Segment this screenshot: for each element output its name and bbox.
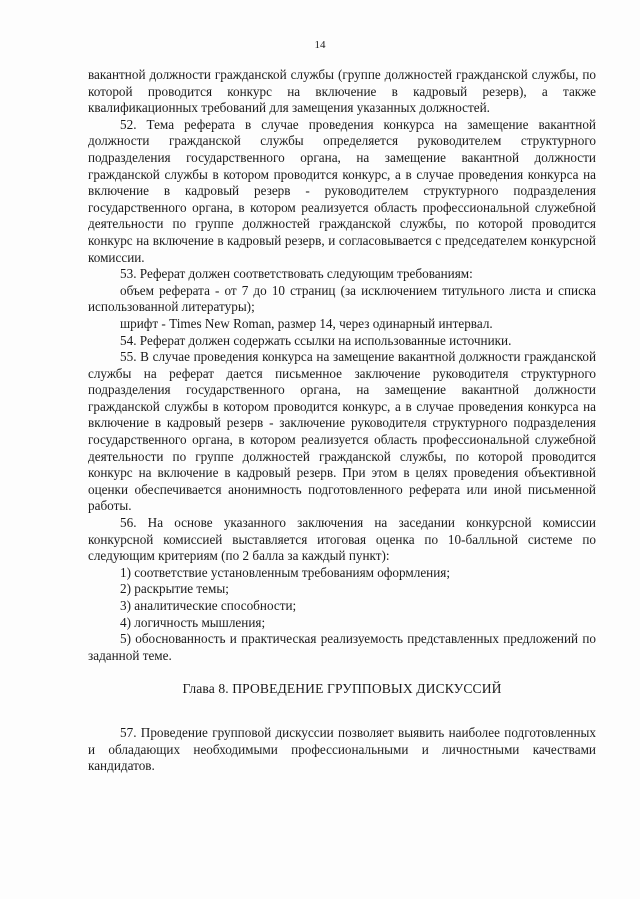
chapter-title: Глава 8. ПРОВЕДЕНИЕ ГРУППОВЫХ ДИСКУССИЙ: [182, 681, 502, 697]
criterion-3: 3) аналитические способности;: [120, 598, 297, 613]
criterion-1: 1) соответствие установленным требованиям оформления;: [120, 564, 451, 580]
paragraph-continuation: вакантной должности гражданской службы (группе должностей гражданской службы, по которой проводится конкурс на включение в кадровый резерв), а также квалификационных требований для замещения указанных должностей.: [88, 67, 596, 116]
paragraph-53: 53. Реферат должен соответствовать следующим требованиям:: [120, 266, 473, 282]
paragraph-52: 52. Тема реферата в случае проведения конкурса на замещение вакантной должности гражданской службы определяется руководителем структурного подразделения государственного органа, на замещение вакантной должности гражданской службы в котором проводится конкурс, а в случае проведения конкурса на включение в кадровый резерв - руководителем структурного подразделения государственного органа, в котором реализуется область профессиональной служебной деятельности по группе должностей гражданской службы, по которой проводится конкурс на включение в кадровый резерв, и согласовывается с председателем конкурсной комиссии.: [88, 116, 596, 265]
requirement-volume: объем реферата - от 7 до 10 страниц (за исключением титульного листа и списка использованной литературы);: [88, 282, 596, 315]
criterion-2: 2) раскрытие темы;: [120, 581, 229, 597]
criterion-5: 5) обоснованность и практическая реализуемость представленных предложений по заданной теме.: [88, 631, 596, 663]
paragraph-56: 56. На основе указанного заключения на заседании конкурсной комиссии конкурсной комиссией выставляется итоговая оценка по 10-балльной системе по следующим критериям (по 2 балла за каждый пункт):: [88, 515, 596, 564]
paragraph-54: 54. Реферат должен содержать ссылки на использованные источники.: [120, 332, 512, 348]
page-number: 14: [314, 39, 326, 51]
paragraph-57: 57. Проведение групповой дискуссии позволяет выявить наиболее подготовленных и обладающих необходимыми профессиональными и личностными качествами кандидатов.: [88, 724, 596, 774]
requirement-font: шрифт - Times New Roman, размер 14, через одинарный интервал.: [120, 315, 493, 331]
paragraph-55: 55. В случае проведения конкурса на замещение вакантной должности гражданской службы на реферат дается письменное заключение руководителя структурного подразделения государственного органа, на замещение вакантной должности гражданской службы в котором проводится конкурс, а в случае проведения конкурса на включение в кадровый резерв - заключение руководителя структурного подразделения государственного органа, в котором реализуется область профессиональной служебной деятельности по группе должностей гражданской службы, по которой проводится конкурс на включение в кадровый резерв. При этом в целях проведения объективной оценки обеспечивается анонимность подготовленного реферата или иной письменной работы.: [88, 349, 596, 514]
document-body: [88, 67, 596, 775]
criterion-4: 4) логичность мышления;: [120, 614, 266, 630]
